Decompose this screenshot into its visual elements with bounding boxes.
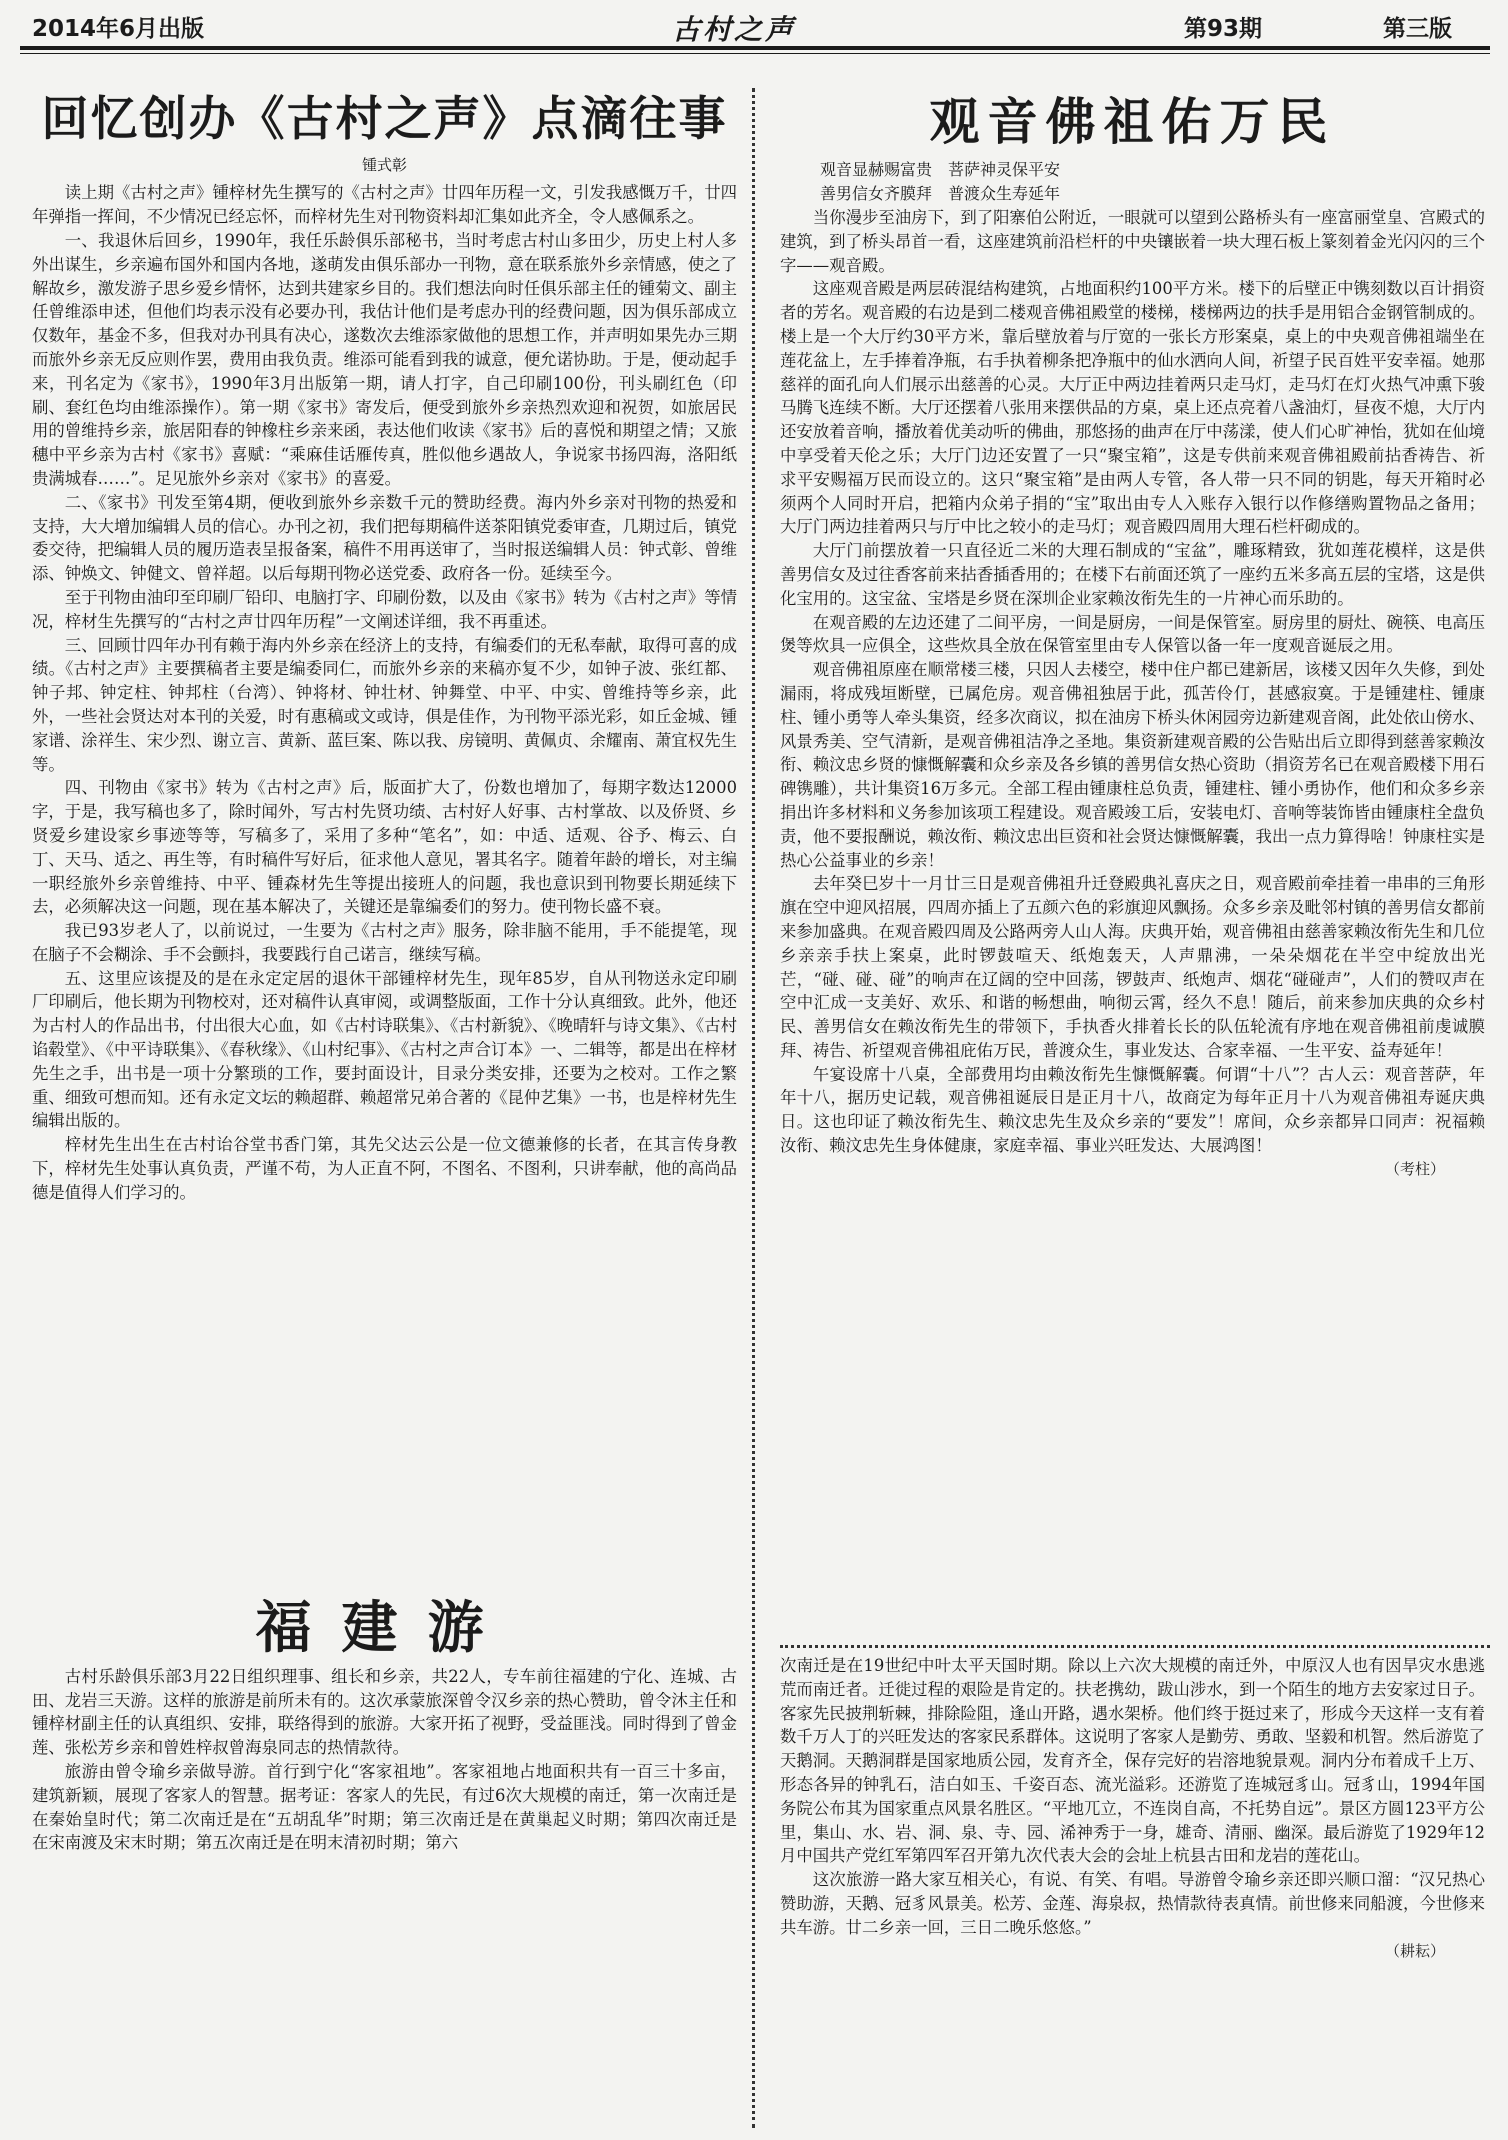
right-article-paragraph: 午宴设席十八桌，全部费用均由赖汝衔先生慷慨解囊。何谓“十八”？古人云：观音菩萨，年年十八，据历史记载，观音佛祖诞辰日是正月十八，故商定为每年正月十八为观音佛祖寿诞庆典日。这也印证了赖汝衔先生、赖汶忠先生及众乡亲的“要发”！席间，众乡亲都异口同声：祝福赖汝衔、赖汶忠先生身体健康，家庭幸福、事业兴旺发达、大展鸿图！ [780,1064,1485,1156]
right-article-paragraph: 观音佛祖原座在顺常楼三楼，只因人去楼空，楼中住户都已建新居，该楼又因年久失修，到处漏雨，将成残垣断壁，已属危房。观音佛祖独居于此，孤苦伶仃，甚感寂寞。于是锺建柱、锺康柱、锺小勇等人牵头集资，经多次商议，拟在油房下桥头休闲园旁边新建观音阁，此处依山傍水、风景秀美、空气清新，是观音佛祖洁净之圣地。集资新建观音殿的公告贴出后立即得到慈善家赖汝衔、赖汶忠乡贤的慷慨解囊和众乡亲及各乡镇的善男信女热心资助（捐资芳名已在观音殿楼下用石碑镌雕），共计集资16万多元。全部工程由锺康柱总负责，锺建柱、锺小勇协作，他们和众多乡亲捐出许多材料和义务参加该项工程建设。观音殿竣工后，安装电灯、音响等装饰皆由锺康柱全盘负责，他不要报酬说，赖汝衔、赖汶忠出巨资和社会贤达慷慨解囊，我出一点力算得啥！钟康柱实是热心公益事业的乡亲！ [780,660,1485,870]
left-article-paragraph: 二、《家书》刊发至第4期，便收到旅外乡亲数千元的赞助经费。海内外乡亲对刊物的热爱和支持，大大增加编辑人员的信心。办刊之初，我们把每期稿件送茶阳镇党委审查，几期过后，镇党委交待，把编辑人员的履历造表呈报备案，稿件不用再送审了，当时报送编辑人员：钟式彰、曾维添、钟焕文、钟健文、曾祥超。以后每期刊物必送党委、政府各一份。延续至今。 [32,492,737,584]
right-article-verse: 观音显赫赐富贵 菩萨神灵保平安 [820,160,1061,179]
left-article-paragraph: 梓材先生出生在古村诒谷堂书香门第，其先父达云公是一位文德兼修的长者，在其言传身教下，梓材先生处事认真负责，严谨不苟，为人正直不阿，不图名、不图利，只讲奉献，他的高尚品德是值得人们学习的。 [32,1135,737,1202]
right-article-title: 观音佛祖佑万民 [929,93,1336,151]
travel-article-title: 福建游 [255,1595,514,1661]
travel-article-paragraph: 次南迁是在19世纪中叶太平天国时期。除以上六次大规模的南迁外，中原汉人也有因旱灾水患逃荒而南迁者。迁徙过程的艰险是肯定的。扶老携幼，跋山涉水，到一个陌生的地方去安家过日子。客家先民披荆斩棘，排除险阻，逢山开路，遇水架桥。他们终于挺过来了，形成今天这样一支有着数千万人丁的兴旺发达的客家民系群体。这说明了客家人是勤劳、勇敢、坚毅和机智。然后游览了天鹅洞。天鹅洞群是国家地质公园，发育齐全，保存完好的岩溶地貌景观。洞内分布着成千上万、形态各异的钟乳石，洁白如玉、千姿百态、流光溢彩。还游览了连城冠豸山。冠豸山，1994年国务院公布其为国家重点风景名胜区。“平地兀立，不连岗自高，不托势自远”。景区方圆123平方公里，集山、水、岩、洞、泉、寺、园、浠神秀于一身，雄奇、清丽、幽深。最后游览了1929年12月中国共产党红军第四军召开第九次代表大会的会址上杭县古田和龙岩的莲花山。 [780,1656,1485,1866]
issue-number: 第93期 [1183,16,1262,42]
left-article-paragraph: 读上期《古村之声》锺梓材先生撰写的《古村之声》廿四年历程一文，引发我感慨万千，廿四年弹指一挥间，不少情况已经忘怀，而梓材先生对刊物资料却汇集如此齐全，令人感佩系之。 [32,183,737,227]
right-article-paragraph: 大厅门前摆放着一只直径近二米的大理石制成的“宝盆”，雕琢精致，犹如莲花模样，这是供善男信女及过往香客前来拈香插香用的；在楼下右前面还筑了一座约五米多高五层的宝塔，这是供化宝用的。这宝盆、宝塔是乡贤在深圳企业家赖汝衔先生的一片神心而乐助的。 [780,541,1485,608]
left-article [32,92,737,1205]
travel-article-paragraph: 旅游由曾令瑜乡亲做导游。首行到宁化“客家祖地”。客家祖地占地面积共有一百三十多亩，建筑新颖，展现了客家人的智慧。据考证：客家人的先民，有过6次大规模的南迁，第一次南迁是在秦始皇时代；第二次南迁是在“五胡乱华”时期；第三次南迁是在黄巢起义时期；第四次南迁是在宋南渡及宋末时期；第五次南迁是在明末清初时期；第六 [32,1761,737,1853]
left-article-author: 锺式彰 [361,156,407,175]
left-article-paragraph: 三、回顾廿四年办刊有赖于海内外乡亲在经济上的支持，有编委们的无私奉献，取得可喜的成绩。《古村之声》主要撰稿者主要是编委同仁，而旅外乡亲的来稿亦复不少，如钟子波、张红都、钟子邦、钟定柱、钟邦柱（台湾）、钟将材、钟壮材、钟舞堂、中平、中实、曾维持等乡亲，此外，一些社会贤达对本刊的关爱，时有惠稿或文或诗，俱是佳作，为刊物平添光彩，如丘金城、锺家谱、涂祥生、宋少烈、谢立言、黄新、蓝巨案、陈以我、房镜明、黄佩贞、余耀南、萧宜权先生等。 [32,635,737,774]
publication-date: 2014年6月出版 [32,16,205,42]
right-article-paragraph: 在观音殿的左边还建了二间平房，一间是厨房，一间是保管室。厨房里的厨灶、碗筷、电高压煲等炊具一应俱全，这些炊具全放在保管室里由专人保管以备一年一度观音诞辰之用。 [780,612,1485,656]
left-article-paragraph: 四、刊物由《家书》转为《古村之声》后，版面扩大了，份数也增加了，每期字数达12000字，于是，我写稿也多了，除时闻外，写古村先贤功绩、古村好人好事、古村掌故、以及侨贤、乡贤爱乡建设家乡事迹等等，写稿多了，采用了多种“笔名”，如：中适、适观、谷予、梅云、白丁、天马、适之、再生等，有时稿件写好后，征求他人意见，署其名字。随着年龄的增长，对主编一职经旅外乡亲曾维持、中平、锺森材先生等提出接班人的问题，我也意识到刊物要长期延续下去，必须解决这一问题，现在基本解决了，关键还是靠编委们的努力。使刊物长盛不衰。 [32,778,737,917]
page-header [32,8,1482,44]
right-article-verse: 善男信女齐膜拜 普渡众生寿延年 [820,184,1061,203]
travel-article-paragraph: 这次旅游一路大家互相关心，有说、有笑、有唱。导游曾令瑜乡亲还即兴顺口溜：“汉兄热心赞助游，天鹅、冠豸风景美。松芳、金莲、海泉叔，热情款待表真情。前世修来同船渡，今世修来共车游。廿二乡亲一回，三日二晚乐悠悠。” [780,1870,1485,1937]
column-divider [752,88,755,2128]
travel-article-signature: （耕耘） [1384,1941,1445,1960]
section-divider [780,1645,1490,1648]
right-article-paragraph: 当你漫步至油房下，到了阳寨伯公附近，一眼就可以望到公路桥头有一座富丽堂皇、宫殿式的建筑，到了桥头昂首一看，这座建筑前沿栏杆的中央镶嵌着一块大理石板上篆刻着金光闪闪的三个字——观音殿。 [780,208,1485,275]
left-article-paragraph: 五、这里应该提及的是在永定定居的退休干部锺梓材先生，现年85岁，自从刊物送永定印刷厂印刷后，他长期为刊物校对，还对稿件认真审阅，或调整版面，工作十分认真细致。此外，他还为古村人的作品出书，付出很大心血，如《古村诗联集》、《古村新貌》、《晚晴轩与诗文集》、《古村谄毂堂》、《中平诗联集》、《春秋缘》、《山村纪事》、《古村之声合订本》一、二辑等，都是出在梓材先生之手，出书是一项十分繁琐的工作，要封面设计，目录分类安排，还要为之校对。工作之繁重、细致可想而知。还有永定文坛的赖超群、赖超常兄弟合著的《昆仲艺集》一书，也是梓材先生编辑出版的。 [32,968,737,1131]
right-article [780,92,1485,1179]
travel-article-right [780,1654,1485,1961]
travel-article-paragraph: 古村乐龄俱乐部3月22日组织理事、组长和乡亲，共22人，专车前往福建的宁化、连城、古田、龙岩三天游。这样的旅游是前所未有的。这次承蒙旅深曾令汉乡亲的热心赞助，曾令沐主任和锺梓材副主任的认真组织、安排，联络得到的旅游。大家开拓了视野，受益匪浅。同时得到了曾金莲、张松芳乡亲和曾姓梓叔曾海泉同志的热情款待。 [32,1666,737,1758]
header-rule-thin [20,53,1490,54]
page-number: 第三版 [1383,16,1452,42]
paper-title: 古村之声 [672,13,797,46]
travel-article-left [32,1592,737,1855]
right-article-paragraph: 去年癸巳岁十一月廿三日是观音佛祖升迁登殿典礼喜庆之日，观音殿前牵挂着一串串的三角形旗在空中迎风招展，四周亦插上了五颜六色的彩旗迎风飘扬。众多乡亲及毗邻村镇的善男信女都前来参加盛典。在观音殿四周及公路两旁人山人海。庆典开始，观音佛祖由慈善家赖汝衔先生和几位乡亲亲手扶上案桌，此时锣鼓喧天、纸炮轰天，人声鼎沸，一朵朵烟花在半空中绽放出光芒，“碰、碰、碰”的响声在辽阔的空中回荡，锣鼓声、纸炮声、烟花“碰碰声”，人们的赞叹声在空中汇成一支美好、欢乐、和谐的畅想曲，响彻云霄，经久不息！随后，前来参加庆典的众乡村民、善男信女在赖汝衔先生的带领下，手执香火排着长长的队伍轮流有序地在观音佛祖前虔诚膜拜、祷告、祈望观音佛祖庇佑万民，普渡众生，事业发达、合家幸福、一生平安、益寿延年！ [780,874,1485,1060]
right-article-paragraph: 这座观音殿是两层砖混结构建筑，占地面积约100平方米。楼下的后壁正中镌刻数以百计捐资者的芳名。观音殿的右边是到二楼观音佛祖殿堂的楼梯，楼梯两边的扶手是用铝合金钢管制成的。楼上是一个大厅约30平方米，靠后壁放着与厅宽的一张长方形案桌，桌上的中央观音佛祖端坐在莲花盆上，左手捧着净瓶，右手执着柳条把净瓶中的仙水洒向人间，祈望子民百姓平安幸福。她那慈祥的面孔向人们展示出慈善的心灵。大厅正中两边挂着两只走马灯，走马灯在灯火热气冲熏下骏马腾飞连续不断。大厅还摆着八张用来摆供品的方桌，桌上还点亮着八盏油灯，昼夜不熄，大厅内还安放着音响，播放着优美动听的佛曲，那悠扬的曲声在厅中荡漾，使人们心旷神怡，犹如在仙境中享受着天伦之乐；大厅门边还安置了一只“聚宝箱”，这是专供前来观音佛祖殿前拈香祷告、祈求平安赐福万民而设立的。这只“聚宝箱”是由两人专管，各人带一只不同的钥匙，每天开箱时必须两个人同时开启，把箱内众弟子捐的“宝”取出由专人入账存入银行以作修缮购置物品之备用；大厅门两边挂着两只与厅中比之较小的走马灯；观音殿四周用大理石栏杆砌成的。 [780,279,1485,537]
right-article-signature: （考柱） [1384,1159,1445,1178]
left-article-paragraph: 我已93岁老人了，以前说过，一生要为《古村之声》服务，除非脑不能用，手不能提笔，现在脑子不会糊涂、手不会颤抖，我要践行自己诺言，继续写稿。 [32,921,737,964]
header-rule-thick [20,46,1490,50]
left-article-paragraph: 至于刊物由油印至印刷厂铅印、电脑打字、印刷份数，以及由《家书》转为《古村之声》等情况，梓材生先撰写的“古村之声廿四年历程”一文阐述详细，我不再重述。 [32,587,737,631]
left-article-paragraph: 一、我退休后回乡，1990年，我任乐龄俱乐部秘书，当时考虑古村山多田少，历史上村人多外出谋生，乡亲遍布国外和国内各地，遂萌发由俱乐部办一刊物，意在联系旅外乡亲情感，使之了解故乡，激发游子思乡爱乡情怀，达到共建家乡目的。我们想法向时任俱乐部主任的锺菊文、副主任曾维添申述，但他们均表示没有必要办刊，我估计他们是考虑办刊的经费问题，因为俱乐部成立仅数年，基金不多，但我对办刊具有决心，遂数次去维添家做他的思想工作，并声明如果先办三期而旅外乡亲无反应则作罢，费用由我负责。维添可能看到我的诚意，便允诺协助。于是，便动起手来，刊名定为《家书》，1990年3月出版第一期，请人打字，自己印刷100份，刊头刷红色（印刷、套红色均由维添操作）。第一期《家书》寄发后，便受到旅外乡亲热烈欢迎和祝贺，如旅居民用的曾维持乡亲，旅居阳春的钟橡柱乡亲来函，表达他们收读《家书》后的喜悦和期望之情；又旅穗中平乡亲为古村《家书》喜赋：“乘麻佳话雁传真，胜似他乡遇故人，争说家书扬四海，洛阳纸贵满城春……”。足见旅外乡亲对《家书》的喜爱。 [32,230,737,488]
left-article-title: 回忆创办《古村之声》点滴往事 [41,92,728,147]
